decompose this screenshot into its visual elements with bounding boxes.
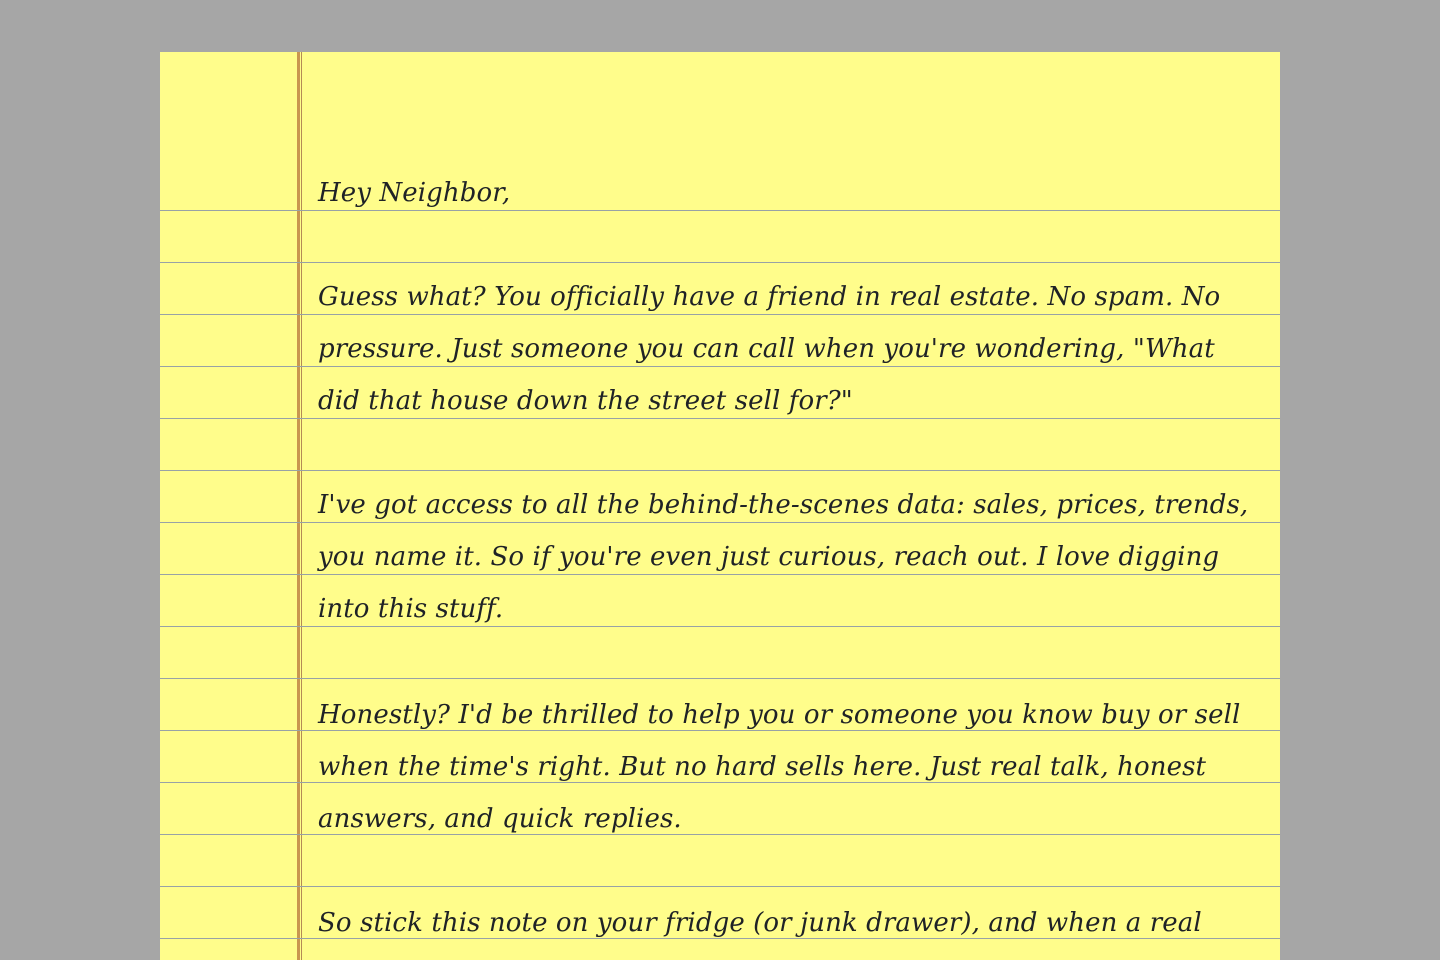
ruled-line — [160, 314, 1280, 315]
ruled-line — [160, 470, 1280, 471]
paragraph-line: Honestly? I'd be thrilled to help you or someone you know buy or sell — [318, 700, 1241, 730]
ruled-line — [160, 626, 1280, 627]
legal-pad-page — [160, 52, 1280, 960]
paragraph-line: you name it. So if you're even just curious, reach out. I love digging — [318, 542, 1220, 572]
paragraph-line: into this stuff. — [318, 594, 504, 624]
ruled-line — [160, 678, 1280, 679]
paragraph-line: pressure. Just someone you can call when you're wondering, "What — [318, 334, 1215, 364]
paragraph-line: did that house down the street sell for?" — [318, 386, 853, 416]
ruled-line — [160, 886, 1280, 887]
paragraph-line: So stick this note on your fridge (or junk drawer), and when a real — [318, 908, 1202, 938]
ruled-line — [160, 418, 1280, 419]
ruled-line — [160, 938, 1280, 939]
paragraph-line: answers, and quick replies. — [318, 804, 682, 834]
paragraph-line: Guess what? You officially have a friend in real estate. No spam. No — [318, 282, 1221, 312]
ruled-line — [160, 782, 1280, 783]
ruled-line — [160, 522, 1280, 523]
ruled-line — [160, 730, 1280, 731]
ruled-line — [160, 210, 1280, 211]
ruled-line — [160, 834, 1280, 835]
margin-line-inner — [301, 52, 302, 960]
ruled-line — [160, 574, 1280, 575]
ruled-line — [160, 366, 1280, 367]
ruled-line — [160, 262, 1280, 263]
margin-line — [297, 52, 300, 960]
paragraph-line: I've got access to all the behind-the-scenes data: sales, prices, trends, — [318, 490, 1249, 520]
greeting: Hey Neighbor, — [318, 178, 511, 208]
paragraph-line: when the time's right. But no hard sells here. Just real talk, honest — [318, 752, 1207, 782]
